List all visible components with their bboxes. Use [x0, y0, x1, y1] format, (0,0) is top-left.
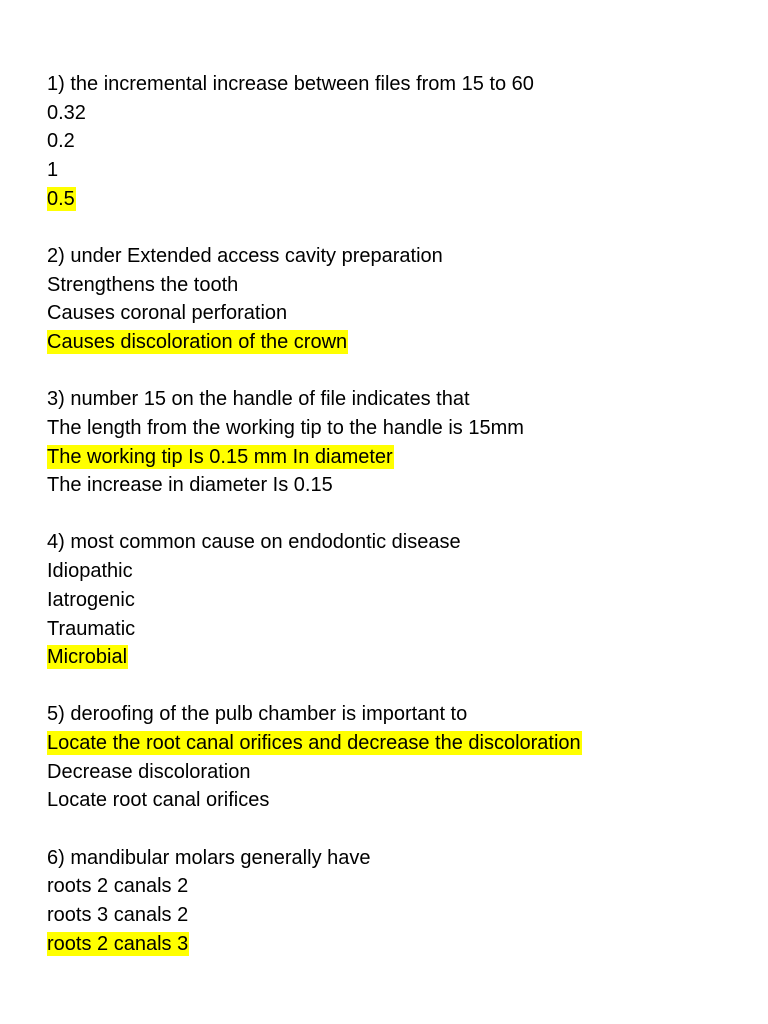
highlighted-answer-text: Causes discoloration of the crown [47, 331, 348, 353]
highlighted-answer-text: 0.5 [47, 187, 75, 210]
answer-option [47, 127, 747, 156]
question-prompt: 1) the incremental increase between files from 15 to 60 [47, 73, 534, 95]
answer-option-text: roots 3 canals 2 [47, 904, 189, 926]
answer-option [47, 471, 747, 500]
question-prompt: 4) most common cause on endodontic disease [47, 531, 461, 554]
answer-option [47, 185, 747, 214]
answer-option-text: 0.32 [47, 101, 86, 124]
question-prompt: 2) under Extended access cavity preparation [47, 244, 443, 267]
answer-option [47, 758, 747, 787]
answer-option [47, 156, 747, 185]
answer-option [47, 99, 747, 128]
answer-option [47, 299, 747, 328]
answer-option [47, 271, 747, 300]
question-block [47, 844, 747, 959]
answer-option-text: 1 [47, 159, 59, 182]
highlighted-answer-text: Microbial [47, 646, 128, 669]
answer-option [47, 443, 747, 472]
question-block [47, 242, 747, 357]
answer-option [47, 872, 747, 901]
answer-option [47, 786, 747, 815]
question-prompt: 3) number 15 on the handle of file indicates that [47, 388, 470, 411]
answer-option [47, 586, 747, 615]
highlighted-answer-text: roots 2 canals 3 [47, 932, 189, 955]
answer-option-text: Decrease discoloration [47, 760, 251, 783]
answer-option [47, 643, 747, 672]
answer-option-text: Strengthens the tooth [47, 273, 239, 296]
answer-option [47, 930, 747, 959]
highlighted-answer-text: Locate the root canal orifices and decrease the discoloration [47, 732, 581, 755]
question-block [47, 385, 747, 500]
highlighted-answer-text: The working tip Is 0.15 mm In diameter [47, 445, 393, 468]
answer-option-text: 0.2 [47, 130, 75, 153]
answer-option-text: roots 2 canals 2 [47, 875, 189, 898]
answer-option-text: Idiopathic [47, 560, 133, 583]
answer-option-text: The increase in diameter Is 0.15 [47, 474, 333, 497]
answer-option [47, 729, 747, 758]
document-page [47, 70, 747, 987]
answer-option-text: Traumatic [47, 617, 136, 640]
answer-option-text: Locate root canal orifices [47, 789, 270, 812]
answer-option [47, 901, 747, 930]
answer-option [47, 328, 747, 357]
question-block [47, 70, 747, 213]
answer-option [47, 414, 747, 443]
question-prompt: 6) mandibular molars generally have [47, 846, 371, 869]
question-block [47, 700, 747, 815]
answer-option [47, 615, 747, 644]
answer-option-text: Causes coronal perforation [47, 302, 288, 325]
answer-option-text: The length from the working tip to the handle is 15mm [47, 416, 524, 439]
question-prompt: 5) deroofing of the pulb chamber is important to [47, 703, 468, 726]
answer-option-text: Iatrogenic [47, 588, 135, 611]
answer-option [47, 557, 747, 586]
question-block [47, 528, 747, 671]
